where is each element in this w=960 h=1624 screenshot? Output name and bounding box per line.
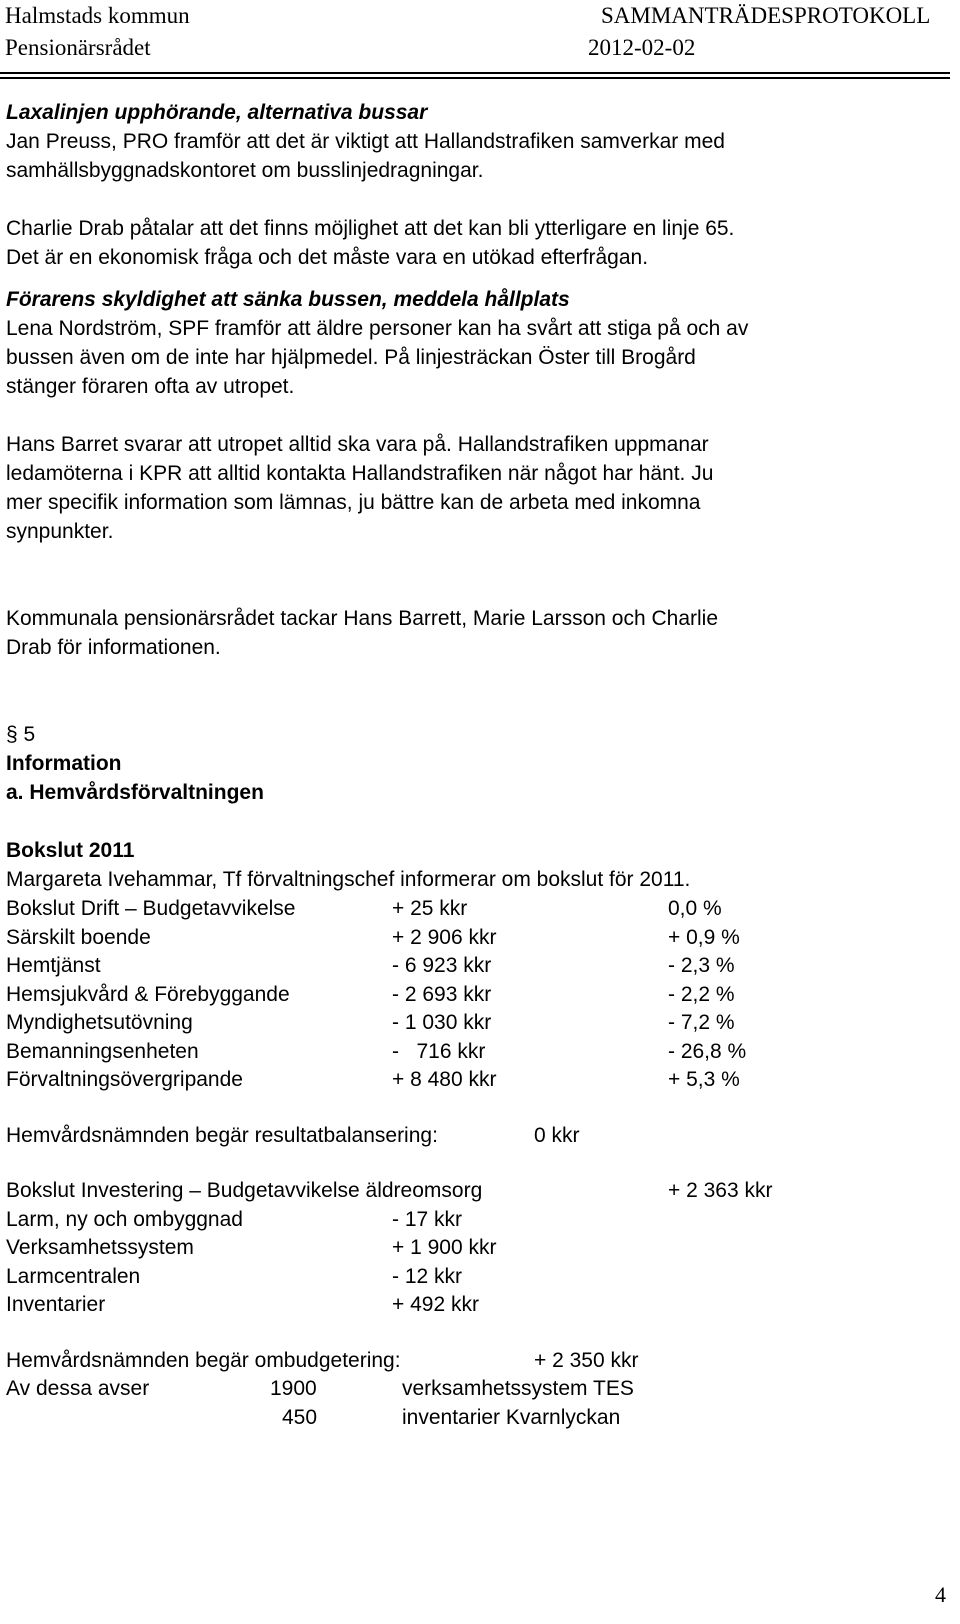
drift-row [6, 951, 941, 980]
section-subtitle: a. Hemvårdsförvaltningen [6, 781, 264, 804]
row-label: Verksamhetssystem [6, 1236, 194, 1259]
header-org: Halmstads kommun [5, 3, 190, 28]
header-rule-bottom [0, 77, 950, 79]
text-line: Det är en ekonomisk fråga och det måste vara en utökad efterfrågan. [6, 246, 649, 269]
row-amount: - 2 693 kkr [392, 982, 492, 1006]
row-amount: + 25 kkr [392, 897, 468, 920]
investering-row [6, 1233, 941, 1262]
text-line: stänger föraren ofta av utropet. [6, 375, 295, 398]
section-title: Information [6, 752, 122, 775]
row-label: Larmcentralen [6, 1264, 141, 1288]
row-value: 0 kkr [534, 1123, 580, 1147]
page-number: 4 [935, 1582, 946, 1607]
investering-row [6, 1290, 941, 1319]
investering-row [6, 1205, 941, 1234]
row-percent: - 7,2 % [668, 1011, 735, 1034]
drift-row [6, 894, 941, 923]
text-line: samhällsbyggnadskontoret om busslinjedragningar. [6, 159, 484, 182]
row-amount: + 492 kkr [392, 1293, 479, 1316]
drift-table [6, 894, 941, 1094]
row-percent: - 2,2 % [668, 982, 735, 1006]
drift-row [6, 1065, 941, 1094]
row-amount: 1900 [270, 1377, 317, 1400]
row-label: Bemanningsenheten [6, 1039, 199, 1063]
row-percent: 0,0 % [668, 897, 722, 920]
investering-table [6, 1176, 941, 1319]
balansering-row [6, 1121, 941, 1150]
row-label: Hemvårdsnämnden begär resultatbalansering: [6, 1123, 438, 1147]
row-amount: - 12 kkr [392, 1264, 463, 1288]
row-amount: - 716 kkr [392, 1039, 486, 1063]
row-percent: + 0,9 % [668, 925, 740, 949]
investering-row [6, 1262, 941, 1291]
row-amount: - 6 923 kkr [392, 954, 492, 977]
row-label: Hemvårdsnämnden begär ombudgetering: [6, 1348, 401, 1372]
investering-head-row [6, 1176, 941, 1205]
row-value: + 2 350 kkr [534, 1348, 639, 1372]
text-line: ledamöterna i KPR att alltid kontakta Hallandstrafiken när något har hänt. Ju [6, 462, 714, 485]
text-line: mer specifik information som lämnas, ju bättre kan de arbeta med inkomna [6, 491, 701, 514]
text-line: Lena Nordström, SPF framför att äldre personer kan ha svårt att stiga på och av [6, 317, 749, 340]
row-label: Myndighetsutövning [6, 1011, 193, 1034]
header-rule-top [0, 72, 950, 74]
bokslut-intro: Margareta Ivehammar, Tf förvaltningschef informerar om bokslut för 2011. [6, 868, 691, 891]
header-date: 2012-02-02 [588, 35, 696, 60]
bokslut-heading: Bokslut 2011 [6, 839, 135, 862]
paragraph [6, 430, 941, 546]
avser-row [6, 1403, 941, 1432]
page-header [5, 0, 960, 80]
row-label: Förvaltningsövergripande [6, 1068, 243, 1091]
section-number: § 5 [6, 723, 36, 746]
section-heading-laxalinjen: Laxalinjen upphörande, alternativa bussar [6, 101, 428, 124]
row-label: Bokslut Investering – Budgetavvikelse äldreomsorg [6, 1179, 483, 1202]
row-amount: + 8 480 kkr [392, 1068, 497, 1091]
row-amount: - 17 kkr [392, 1207, 463, 1231]
text-line: Charlie Drab påtalar att det finns möjlighet att det kan bli ytterligare en linje 65. [6, 217, 735, 240]
header-committee: Pensionärsrådet [5, 35, 151, 60]
row-amount: + 1 900 kkr [392, 1236, 497, 1259]
row-amount: - 1 030 kkr [392, 1011, 492, 1034]
row-percent: - 2,3 % [668, 954, 735, 977]
drift-row [6, 980, 941, 1009]
row-description: verksamhetssystem TES [402, 1377, 634, 1400]
section-heading-forarens: Förarens skyldighet att sänka bussen, meddela hållplats [6, 288, 570, 311]
row-label: Särskilt boende [6, 925, 151, 949]
text-line: synpunkter. [6, 520, 114, 543]
avser-row [6, 1374, 941, 1403]
text-line: Drab för informationen. [6, 636, 221, 659]
paragraph [6, 314, 941, 401]
paragraph [6, 214, 941, 272]
row-label: Bokslut Drift – Budgetavvikelse [6, 897, 296, 920]
ombudgetering-row [6, 1346, 941, 1375]
row-label: Inventarier [6, 1293, 106, 1316]
drift-row [6, 1008, 941, 1037]
row-label: Hemsjukvård & Förebyggande [6, 982, 290, 1006]
text-line: bussen även om de inte har hjälpmedel. På linjesträckan Öster till Brogård [6, 346, 696, 369]
row-description: inventarier Kvarnlyckan [402, 1405, 621, 1429]
row-label: Hemtjänst [6, 954, 101, 977]
row-label: Av dessa avser [6, 1377, 150, 1400]
document-body [6, 98, 941, 1431]
text-line: Jan Preuss, PRO framför att det är viktigt att Hallandstrafiken samverkar med [6, 130, 725, 153]
header-doc-type: SAMMANTRÄDESPROTOKOLL [601, 3, 931, 28]
text-line: Hans Barret svarar att utropet alltid ska vara på. Hallandstrafiken uppmanar [6, 433, 709, 456]
row-label: Larm, ny och ombyggnad [6, 1207, 243, 1231]
text-line: Kommunala pensionärsrådet tackar Hans Barrett, Marie Larsson och Charlie [6, 607, 719, 630]
drift-row [6, 1037, 941, 1066]
paragraph [6, 127, 941, 185]
row-amount: 450 [282, 1405, 318, 1429]
row-value: + 2 363 kkr [668, 1179, 773, 1202]
row-percent: + 5,3 % [668, 1068, 740, 1091]
paragraph [6, 604, 941, 662]
row-amount: + 2 906 kkr [392, 925, 497, 949]
drift-row [6, 923, 941, 952]
row-percent: - 26,8 % [668, 1039, 747, 1063]
